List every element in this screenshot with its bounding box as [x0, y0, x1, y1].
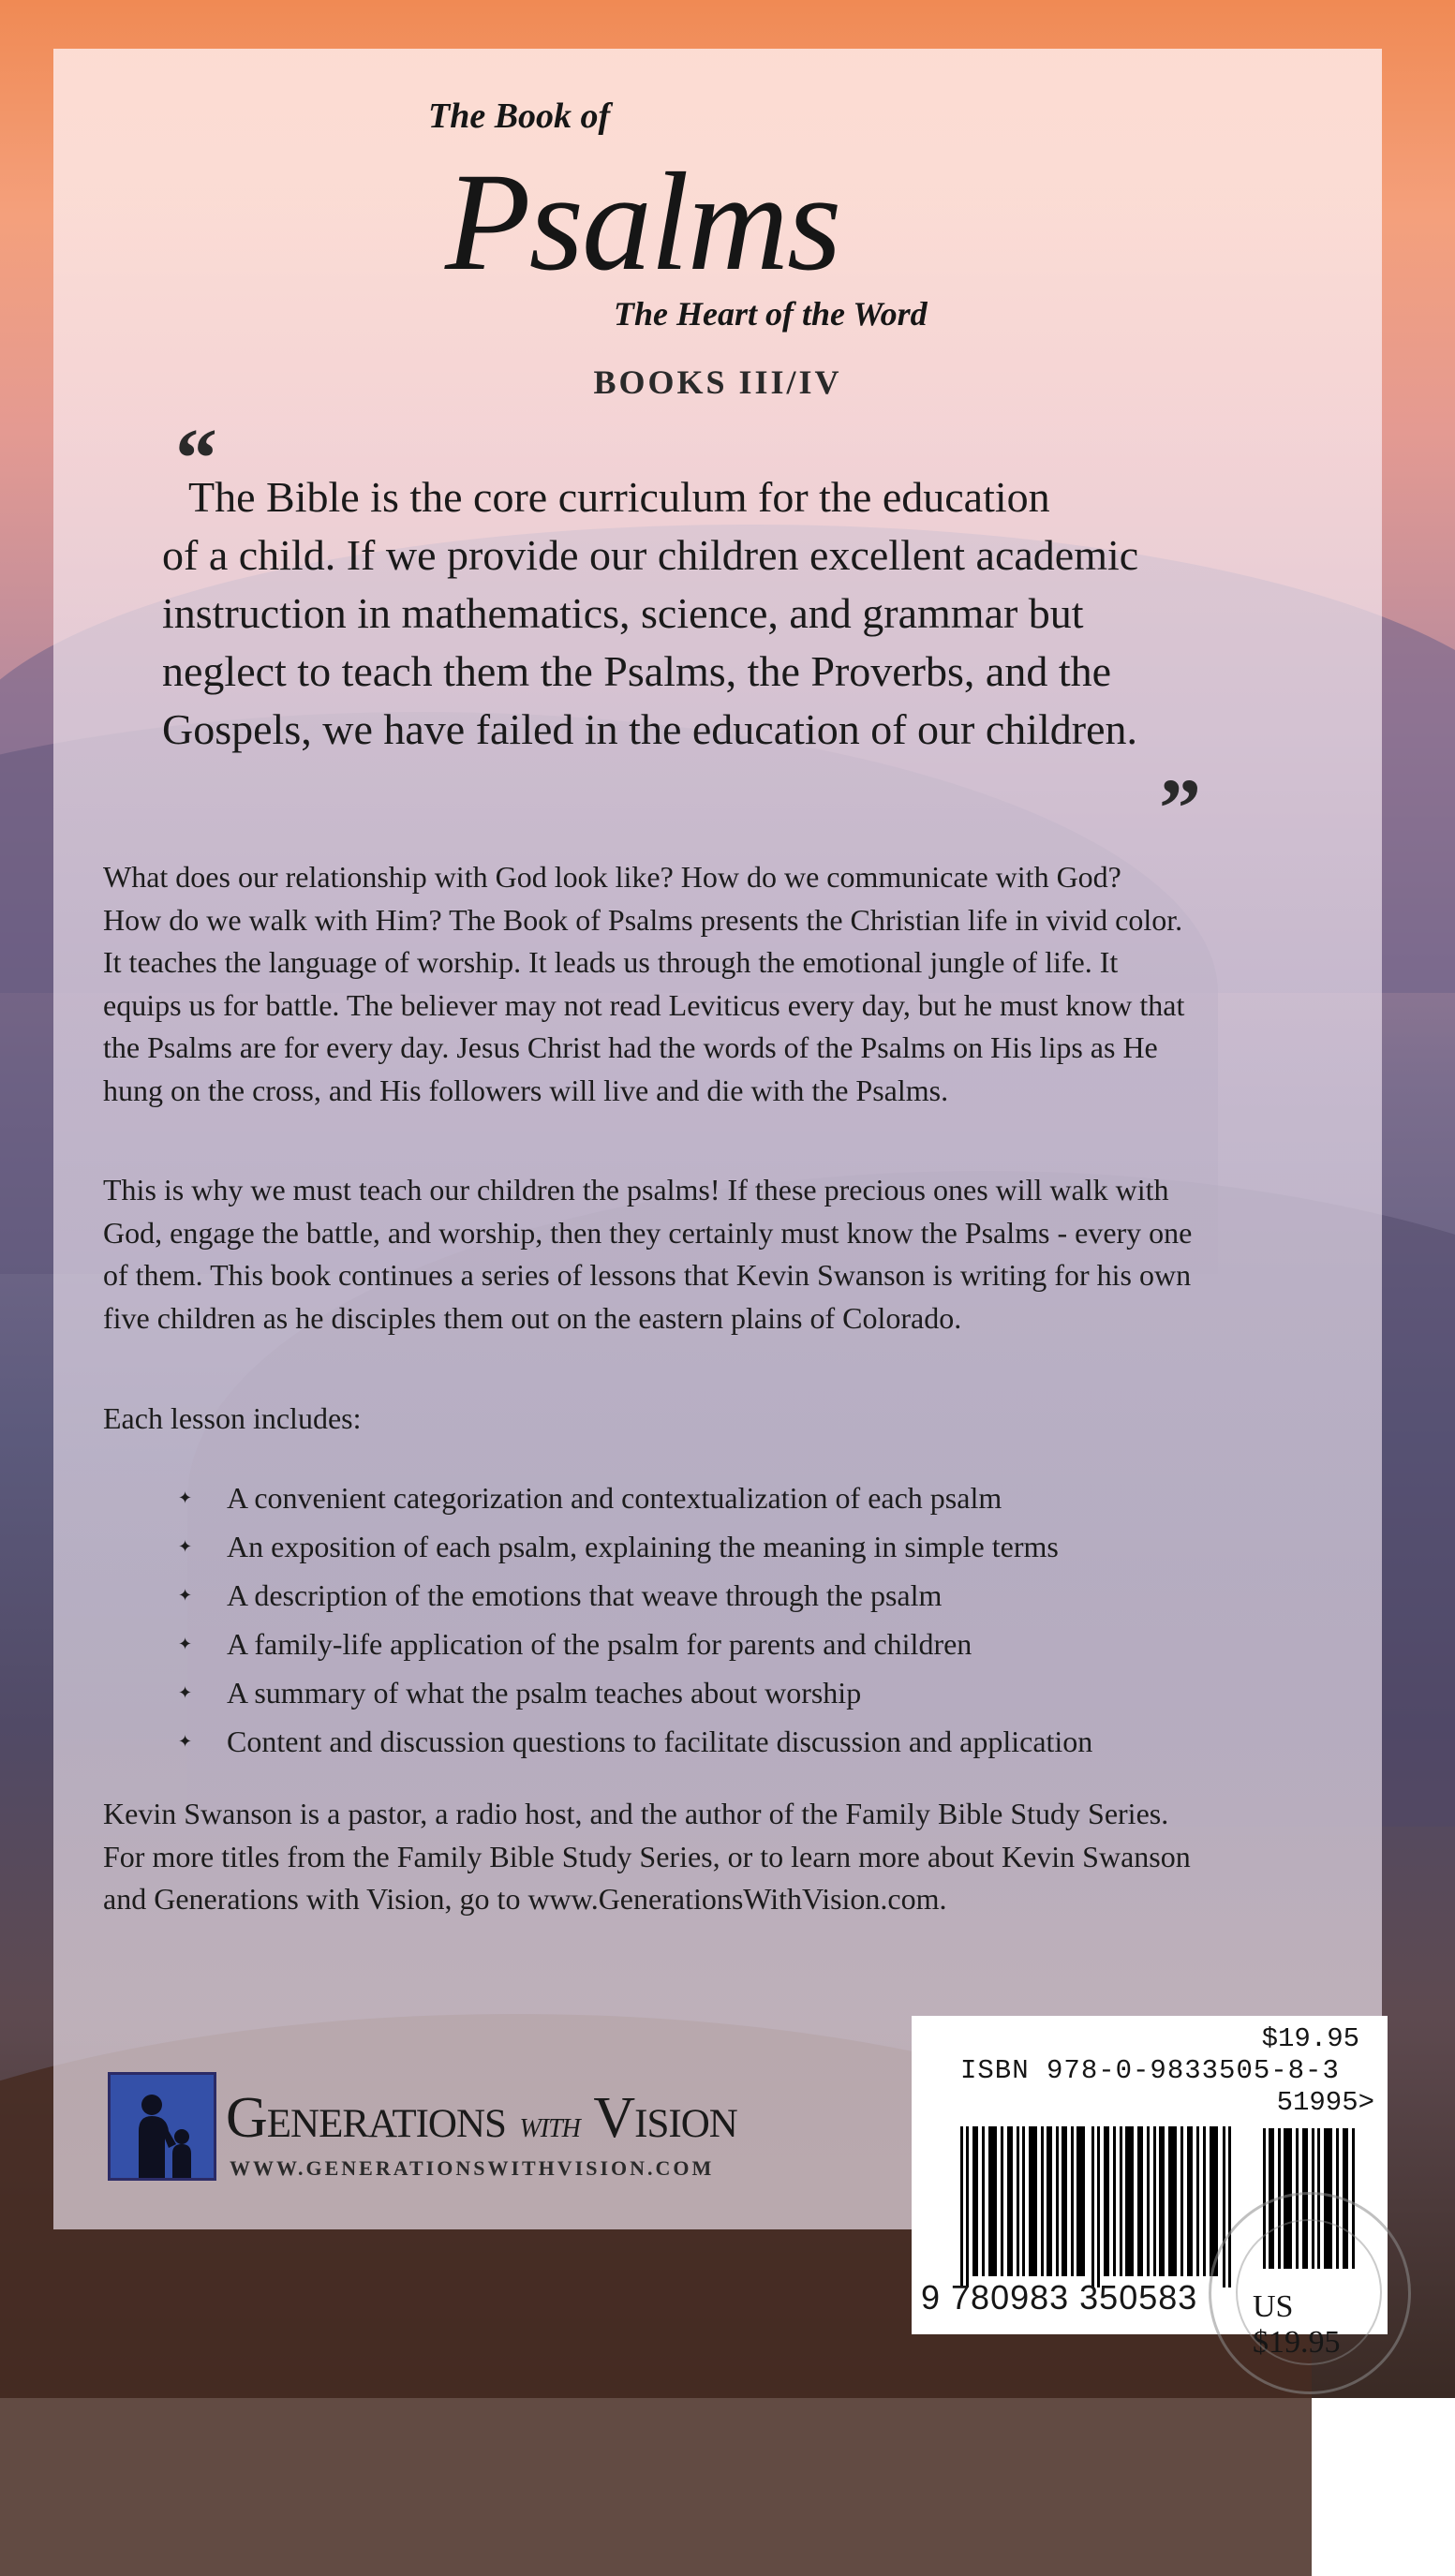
author-bio — [103, 1793, 1358, 1921]
text-line: It teaches the language of worship. It leads us through the emotional jungle of life. It — [103, 945, 1119, 979]
diamond-bullet-icon: ✦ — [178, 1635, 193, 1654]
description-paragraph-1 — [103, 856, 1358, 1112]
price-label: $19.95 — [1261, 2023, 1359, 2054]
watermark-stamp-icon — [1209, 2192, 1411, 2394]
publisher-url: WWW.GENERATIONSWITHVISION.COM — [230, 2156, 715, 2180]
quote-line: Gospels, we have failed in the education of our children. — [162, 705, 1138, 753]
diamond-bullet-icon: ✦ — [178, 1683, 193, 1703]
quote-line: instruction in mathematics, science, and grammar but — [162, 589, 1084, 637]
text-line: Kevin Swanson is a pastor, a radio host, and the author of the Family Bible Study Series. — [103, 1797, 1169, 1830]
addon-code: 51995> — [1276, 2087, 1374, 2118]
text-line: How do we walk with Him? The Book of Psalms presents the Christian life in vivid color. — [103, 902, 1183, 937]
us-price: US $19.95 — [1253, 2289, 1341, 2360]
title-subtitle: The Heart of the Word — [614, 295, 928, 333]
father-son-silhouette-icon — [108, 2072, 216, 2181]
list-item: ✦ A summary of what the psalm teaches about worship — [178, 1670, 1302, 1719]
text-line: God, engage the battle, and worship, then they certainly must know the Psalms - every one — [103, 1215, 1193, 1250]
lesson-list — [178, 1475, 1302, 1767]
list-item: ✦ An exposition of each psalm, explaining the meaning in simple terms — [178, 1524, 1302, 1573]
list-item: ✦ Content and discussion questions to facilitate discussion and application — [178, 1719, 1302, 1768]
description-paragraph-2 — [103, 1169, 1358, 1340]
quote-line: The Bible is the core curriculum for the education — [188, 473, 1050, 521]
open-quote-mark: “ — [175, 412, 217, 505]
quote-line: neglect to teach them the Psalms, the Proverbs, and the — [162, 647, 1112, 695]
ean-barcode — [960, 2126, 1251, 2287]
text-line: hung on the cross, and His followers will live and die with the Psalms. — [103, 1073, 949, 1107]
text-line: equips us for battle. The believer may not read Leviticus every day, but he must know that — [103, 987, 1185, 1022]
diamond-bullet-icon: ✦ — [178, 1731, 193, 1751]
diamond-bullet-icon: ✦ — [178, 1586, 193, 1606]
text-line: This is why we must teach our children the psalms! If these precious ones will walk with — [103, 1173, 1169, 1207]
list-item: ✦ A description of the emotions that weave through the psalm — [178, 1573, 1302, 1621]
lesson-intro: Each lesson includes: — [103, 1401, 362, 1435]
text-line: and Generations with Vision, go to www.GenerationsWithVision.com. — [103, 1882, 947, 1916]
text-line: of them. This book continues a series of lessons that Kevin Swanson is writing for his own — [103, 1258, 1192, 1292]
diamond-bullet-icon: ✦ — [178, 1488, 193, 1508]
list-item: ✦ A family-life application of the psalm for parents and children — [178, 1621, 1302, 1670]
text-line: For more titles from the Family Bible Study Series, or to learn more about Kevin Swanson — [103, 1839, 1191, 1873]
isbn-number: ISBN 978-0-9833505-8-3 — [960, 2055, 1340, 2086]
publisher-name: Generations with Vision — [226, 2086, 737, 2150]
title-main: Psalms — [445, 144, 840, 300]
featured-quote — [162, 468, 1249, 759]
list-item: ✦ A convenient categorization and contextualization of each psalm — [178, 1475, 1302, 1524]
text-line: the Psalms are for every day. Jesus Christ had the words of the Psalms on His lips as He — [103, 1030, 1158, 1064]
text-line: What does our relationship with God look like? How do we communicate with God? — [103, 860, 1121, 894]
volume-label: BOOKS III/IV — [593, 363, 842, 401]
text-line: five children as he disciples them out on the eastern plains of Colorado. — [103, 1300, 962, 1335]
barcode-number: 9 780983 350583 — [921, 2278, 1198, 2317]
close-quote-mark: ” — [1159, 762, 1201, 855]
diamond-bullet-icon: ✦ — [178, 1537, 193, 1557]
quote-line: of a child. If we provide our children excellent academic — [162, 531, 1139, 579]
back-cover-panel — [53, 49, 1382, 2229]
title-prefix: The Book of — [428, 96, 611, 136]
